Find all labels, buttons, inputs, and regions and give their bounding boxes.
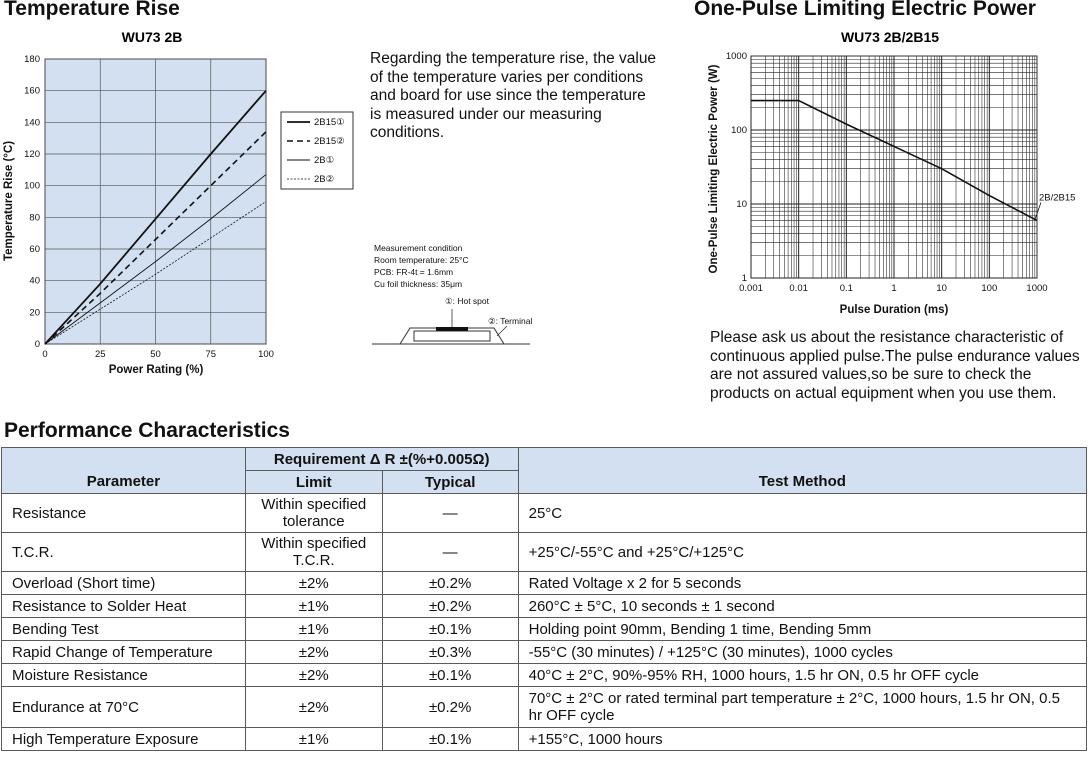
row-parameter: Moisture Resistance [2,664,246,687]
header-test-method: Test Method [518,448,1086,494]
row-method: +155°C, 1000 hours [518,728,1086,751]
row-parameter: Rapid Change of Temperature [2,641,246,664]
table-row [2,728,1087,751]
row-method: Rated Voltage x 2 for 5 seconds [518,572,1086,595]
x-tick-label: 0 [42,349,48,360]
pulse-power-chart [700,24,1089,324]
row-typical: ±0.2% [382,595,518,618]
pulse-power-heading: One-Pulse Limiting Electric Power [694,0,1036,20]
table-row [2,533,1087,572]
row-method: 25°C [518,494,1086,533]
x-tick-label: 1 [891,283,897,294]
table-row [2,641,1087,664]
row-parameter: Resistance [2,494,246,533]
chart-title: WU73 2B [121,29,183,45]
measurement-line: PCB: FR-4t = 1.6mm [374,267,454,277]
table-row [2,595,1087,618]
row-typical: — [382,533,518,572]
legend-label: 2B① [314,155,335,166]
row-limit: ±1% [245,618,382,641]
row-typical: ±0.2% [382,572,518,595]
measurement-line: Cu foil thickness: 35μm [374,279,463,289]
table-row [2,687,1087,728]
y-tick-label: 20 [29,307,40,319]
x-tick-label: 0.1 [839,283,853,294]
row-method: -55°C (30 minutes) / +125°C (30 minutes), 1000 cycles [518,641,1086,664]
y-tick-label: 60 [29,244,40,255]
y-tick-label: 120 [24,149,40,160]
y-tick-label: 1 [741,273,747,284]
legend [281,112,353,189]
temperature-rise-note: Regarding the temperature rise, the value of the temperature varies per conditions and board for use since the temperature is measured under our measuring conditions. [370,50,657,141]
x-tick-label: 100 [981,283,998,294]
y-axis-label: Temperature Rise (°C) [3,140,15,262]
y-tick-label: 100 [731,125,747,136]
measurement-diagram [370,292,540,352]
row-typical: ±0.3% [382,641,518,664]
y-tick-label: 80 [29,212,40,224]
row-parameter: Resistance to Solder Heat [2,595,246,618]
y-tick-label: 160 [24,85,40,97]
row-method: Holding point 90mm, Bending 1 time, Bending 5mm [518,618,1086,641]
x-axis-label: Pulse Duration (ms) [839,304,949,316]
row-parameter: Bending Test [2,618,246,641]
hot-spot-label: ①: Hot spot [445,296,489,306]
y-tick-label: 180 [24,54,40,65]
terminal-label: ②: Terminal [488,316,533,326]
hot-spot-mark [436,327,468,331]
row-typical: ±0.1% [382,728,518,751]
row-parameter: High Temperature Exposure [2,728,246,751]
table-row [2,664,1087,687]
row-typical: — [382,494,518,533]
header-limit: Limit [245,471,382,494]
row-limit: ±1% [245,728,382,751]
row-limit: Within specified T.C.R. [245,533,382,572]
row-typical: ±0.1% [382,618,518,641]
header-parameter: Parameter [2,448,246,494]
row-limit: ±2% [245,641,382,664]
row-method: 260°C ± 5°C, 10 seconds ± 1 second [518,595,1086,618]
table-row [2,572,1087,595]
row-parameter: T.C.R. [2,533,246,572]
header-requirement: Requirement Δ R ±(%+0.005Ω) [245,448,518,471]
y-tick-label: 40 [29,275,40,287]
row-limit: Within specified tolerance [245,494,382,533]
x-tick-label: 50 [150,349,161,360]
row-limit: ±2% [245,664,382,687]
row-typical: ±0.1% [382,664,518,687]
row-method: 40°C ± 2°C, 90%-95% RH, 1000 hours, 1.5 hr ON, 0.5 hr OFF cycle [518,664,1086,687]
legend-label: 2B15② [314,136,345,147]
y-tick-label: 1000 [725,51,747,62]
x-tick-label: 1000 [1026,283,1048,294]
measurement-condition [374,242,469,290]
y-tick-label: 140 [24,117,40,129]
resistor-body [414,331,490,341]
row-parameter: Endurance at 70°C [2,687,246,728]
row-typical: ±0.2% [382,687,518,728]
x-tick-label: 10 [936,283,947,294]
performance-table [1,447,1087,751]
measurement-title: Measurement condition [374,243,463,253]
table-row [2,494,1087,533]
x-axis-label: Power Rating (%) [108,364,204,376]
y-tick-label: 0 [34,339,40,350]
x-tick-label: 75 [205,349,217,360]
pulse-power-note: Please ask us about the resistance characteristic of continuous applied pulse.The pulse endurance values are not assured values,so be sure to check the products on actual equipment when you use them. [710,329,1080,402]
row-limit: ±2% [245,572,382,595]
terminal-leader [497,326,507,336]
y-tick-label: 10 [736,199,747,210]
row-method: +25°C/-55°C and +25°C/+125°C [518,533,1086,572]
row-parameter: Overload (Short time) [2,572,246,595]
row-limit: ±2% [245,687,382,728]
temperature-rise-heading: Temperature Rise [4,0,180,20]
chart-title: WU73 2B/2B15 [840,29,940,45]
y-tick-label: 100 [24,180,40,192]
x-tick-label: 0.001 [739,283,763,294]
legend-label: 2B② [314,174,335,185]
x-tick-label: 25 [94,349,106,360]
y-axis-label: One-Pulse Limiting Electric Power (W) [708,64,720,274]
table-row [2,618,1087,641]
series-label: 2B/2B15 [1039,192,1076,204]
row-limit: ±1% [245,595,382,618]
performance-heading: Performance Characteristics [4,419,290,442]
header-typical: Typical [382,471,518,494]
row-method: 70°C ± 2°C or rated terminal part temperature ± 2°C, 1000 hours, 1.5 hr ON, 0.5 hr OFF cycle [518,687,1086,728]
measurement-line: Room temperature: 25°C [374,255,469,265]
legend-label: 2B15① [314,117,345,128]
x-tick-label: 100 [258,349,274,360]
x-tick-label: 0.01 [789,283,808,294]
temperature-rise-chart [0,24,345,384]
